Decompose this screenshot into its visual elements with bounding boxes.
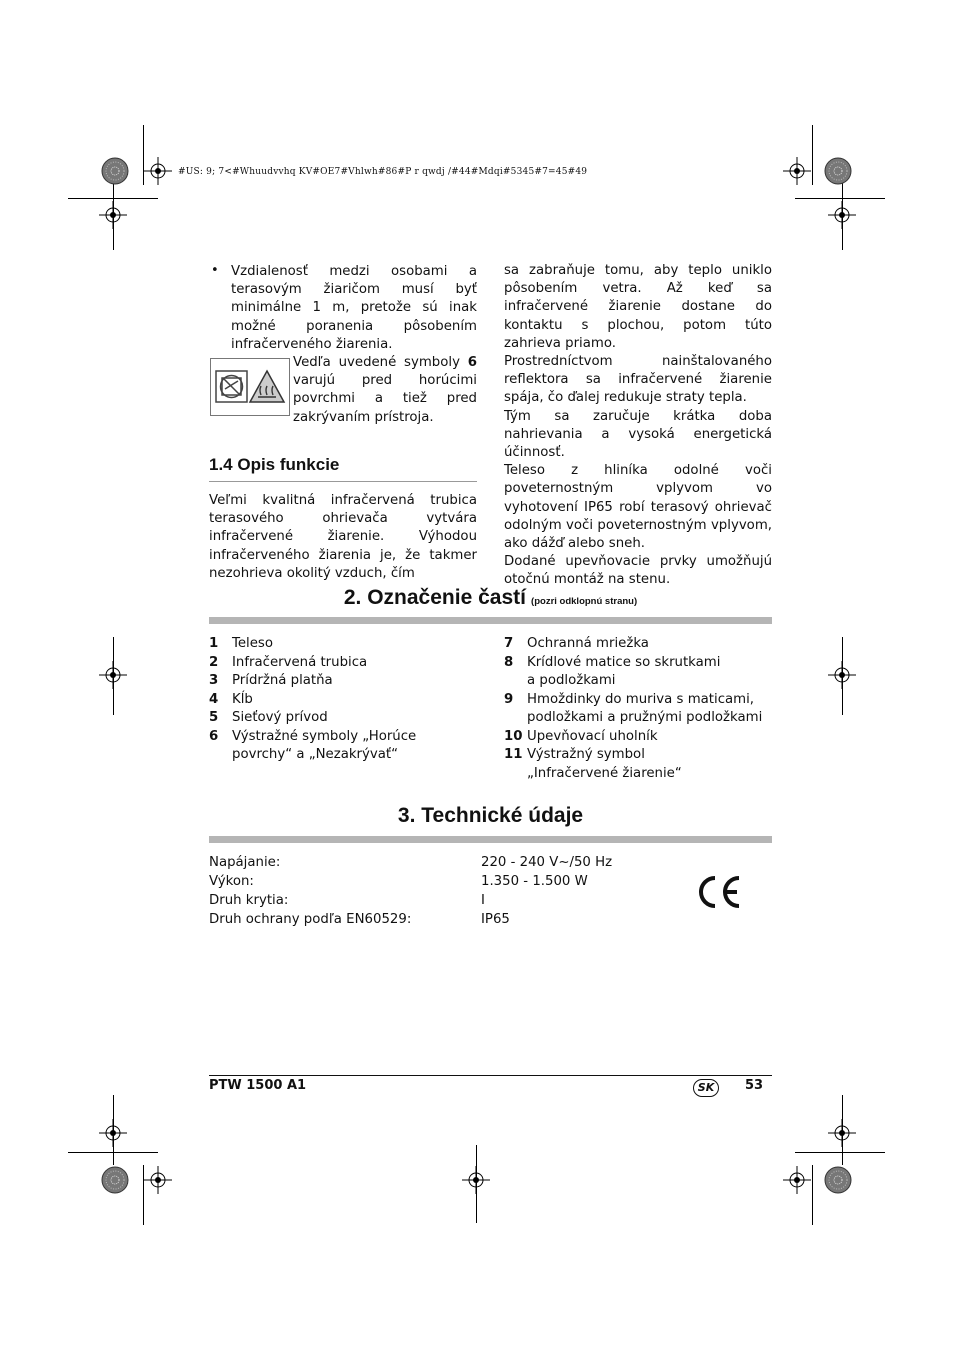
parts-list-right bbox=[504, 635, 772, 783]
model-name: PTW 1500 A1 bbox=[209, 1078, 307, 1093]
footer-rule bbox=[209, 1075, 772, 1076]
spec-row: Druh ochrany podľa EN60529: IP65 bbox=[209, 912, 510, 927]
list-item: 3 Prídržná platňa bbox=[209, 673, 333, 688]
paragraph: Tým sa zaručuje krátka doba nahrievania a vysoká energetická účinnosť. bbox=[504, 408, 772, 461]
paragraph: sa zabraňuje tomu, aby teplo uniklo pôsobením vetra. Až keď sa infračervené žiarenie dostane do kontaktu s plochou, potom túto zahrieva priamo. bbox=[504, 263, 772, 351]
warning-text: Vedľa uvedené symboly 6 varujú pred horúcimi povrchmi a tiež pred zakrývaním prístroja. bbox=[293, 355, 477, 425]
language-badge: SK bbox=[693, 1079, 719, 1097]
ce-mark bbox=[697, 874, 743, 914]
page-number: 53 bbox=[745, 1078, 764, 1093]
section-1-4-title: 1.4 Opis funkcie bbox=[209, 455, 340, 474]
paragraph: Prostredníctvom nainštalovaného reflektora sa infračervené žiarenie spája, čo ďalej redukuje straty tepla. bbox=[504, 354, 772, 406]
list-item: 8 Krídlové matice so skrutkami a podložkami bbox=[504, 654, 721, 688]
section-divider bbox=[209, 481, 477, 482]
print-code: #US: 9; 7<#Whuudvvhq KV#OE7#Vhlwh#86#P r qwdj /#44#Mdqi#5345#7=45#49 bbox=[178, 167, 588, 177]
list-item: 10 Upevňovací uholník bbox=[504, 728, 658, 744]
warning-symbols bbox=[210, 358, 290, 416]
spec-row: Výkon: 1.350 - 1.500 W bbox=[209, 874, 588, 889]
section-1-4-body: Veľmi kvalitná infračervená trubica terasového ohrievača vytvára infračervené žiarenie. Výhodou infračerveného žiarenia je, že takmer nezohrieva okolitý vzduch, čím bbox=[209, 493, 477, 581]
list-item: 1 Teleso bbox=[209, 636, 273, 651]
spec-row: Druh krytia: I bbox=[209, 893, 485, 908]
heading-bar bbox=[209, 836, 772, 843]
tech-title: 3. Technické údaje bbox=[397, 804, 584, 827]
tech-specs bbox=[209, 853, 612, 929]
heading-bar bbox=[209, 617, 772, 624]
bullet-dot: • bbox=[211, 263, 219, 278]
parts-subtitle: (pozri odklopnú stranu) bbox=[531, 596, 638, 607]
list-item: 11 Výstražný symbol „Infračervené žiarenie“ bbox=[504, 747, 682, 781]
right-column bbox=[504, 262, 772, 590]
bullet-text: Vzdialenosť medzi osobami a terasovým žiaričom musí byť minimálne 1 m, pretože sú inak možné poranenia pôsobením infračerveného žiarenia. bbox=[231, 264, 477, 352]
list-item: 9 Hmoždinky do muriva s maticami, podložkami a pružnými podložkami bbox=[504, 691, 763, 725]
parts-title: 2. Označenie častí bbox=[343, 586, 526, 609]
list-item: 6 Výstražné symboly „Horúce povrchy“ a „Nezakrývať“ bbox=[209, 728, 417, 762]
list-item: 5 Sieťový prívod bbox=[209, 710, 328, 725]
parts-heading bbox=[209, 586, 772, 610]
parts-list-left bbox=[209, 635, 479, 765]
list-item: 2 Infračervená trubica bbox=[209, 654, 368, 670]
list-item: 7 Ochranná mriežka bbox=[504, 636, 649, 651]
paragraph: Dodané upevňovacie prvky umožňujú otočnú montáž na stenu. bbox=[504, 554, 772, 588]
list-item: 4 Kĺb bbox=[209, 691, 253, 707]
spec-row: Napájanie: 220 - 240 V~/50 Hz bbox=[209, 855, 613, 870]
paragraph: Teleso z hliníka odolné voči poveternostným vplyvom vo vyhotovení IP65 robí terasový ohrievač odolným voči poveternostným vplyvom, ako dážď alebo sneh. bbox=[504, 463, 772, 552]
